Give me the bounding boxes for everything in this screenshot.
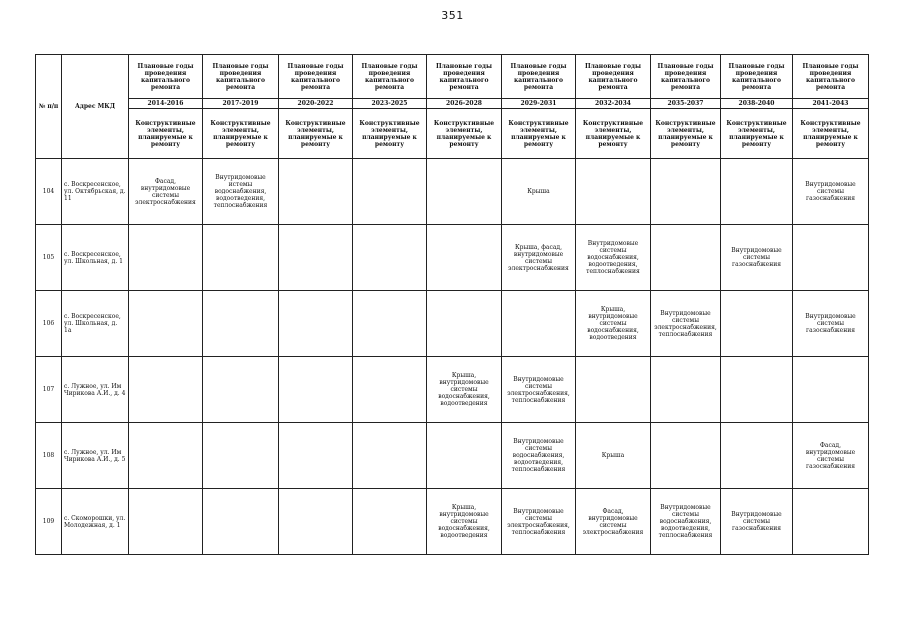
header-year: 2029-2031 xyxy=(502,99,576,109)
table-cell xyxy=(129,423,203,489)
table-cell xyxy=(721,159,793,225)
table-cell: Фасад, внутридомовые системы газоснабжения xyxy=(793,423,869,489)
table-cell xyxy=(203,291,279,357)
header-year: 2032-2034 xyxy=(576,99,651,109)
row-address: с. Скоморошки, ул. Молодежная, д. 1 xyxy=(62,489,129,555)
table-cell: Крыша xyxy=(576,423,651,489)
header-elements: Конструктивные элементы, планируемые к ремонту xyxy=(721,109,793,159)
header-row-titles xyxy=(36,55,869,99)
header-elements: Конструктивные элементы, планируемые к ремонту xyxy=(651,109,721,159)
header-period-title: Плановые годы проведения капитального ремонта xyxy=(793,55,869,99)
row-address: с. Лужное, ул. Им Чирикова А.И., д. 5 xyxy=(62,423,129,489)
table-cell: Внутридомовые системы водоснабжения, водоотведения, теплоснабжения xyxy=(651,489,721,555)
row-address: с. Воскресенское, ул. Октябрьская, д. 11 xyxy=(62,159,129,225)
table-cell xyxy=(129,291,203,357)
table-cell xyxy=(129,489,203,555)
header-num: № п/п xyxy=(36,55,62,159)
row-num: 106 xyxy=(36,291,62,357)
table-cell xyxy=(279,159,353,225)
table-cell xyxy=(427,291,502,357)
header-elements: Конструктивные элементы, планируемые к ремонту xyxy=(502,109,576,159)
row-address: с. Лужное, ул. Им Чирикова А.И., д. 4 xyxy=(62,357,129,423)
table-cell xyxy=(353,423,427,489)
table-cell xyxy=(203,357,279,423)
header-elements: Конструктивные элементы, планируемые к ремонту xyxy=(129,109,203,159)
header-year: 2014-2016 xyxy=(129,99,203,109)
header-period-title: Плановые годы проведения капитального ремонта xyxy=(721,55,793,99)
header-period-title: Плановые годы проведения капитального ремонта xyxy=(279,55,353,99)
table-cell: Внутридомовые системы водоснабжения, водоотведения, теплоснабжения xyxy=(502,423,576,489)
header-year: 2035-2037 xyxy=(651,99,721,109)
header-elements: Конструктивные элементы, планируемые к ремонту xyxy=(793,109,869,159)
header-elements: Конструктивные элементы, планируемые к ремонту xyxy=(576,109,651,159)
table-cell xyxy=(353,357,427,423)
table-cell xyxy=(651,225,721,291)
table-cell: Крыша, фасад, внутридомовые системы электроснабжения xyxy=(502,225,576,291)
table-cell: Внутридомовые системы газоснабжения xyxy=(721,489,793,555)
header-period-title: Плановые годы проведения капитального ремонта xyxy=(203,55,279,99)
row-num: 105 xyxy=(36,225,62,291)
table-cell xyxy=(721,291,793,357)
table-cell xyxy=(576,357,651,423)
table-cell: Крыша, внутридомовые системы водоснабжения, водоотведения xyxy=(427,357,502,423)
table-cell xyxy=(427,225,502,291)
header-year: 2026-2028 xyxy=(427,99,502,109)
header-year: 2023-2025 xyxy=(353,99,427,109)
table-cell xyxy=(427,159,502,225)
table-cell: Крыша, внутридомовые системы водоснабжения, водоотведения xyxy=(576,291,651,357)
header-year: 2038-2040 xyxy=(721,99,793,109)
header-period-title: Плановые годы проведения капитального ремонта xyxy=(129,55,203,99)
header-row-years xyxy=(36,99,869,109)
header-row-elements xyxy=(36,109,869,159)
table-row xyxy=(36,423,869,489)
table-cell: Внутридомовые системы газоснабжения xyxy=(793,159,869,225)
table-cell: Фасад, внутридомовые системы электроснабжения xyxy=(129,159,203,225)
table-row xyxy=(36,291,869,357)
capital-repair-table xyxy=(35,54,869,555)
table-cell xyxy=(576,159,651,225)
table-cell: Внутридомовые системы водоснабжения, водоотведения, теплоснабжения xyxy=(576,225,651,291)
table-cell xyxy=(651,357,721,423)
table-cell: Внутридомовые системы газоснабжения xyxy=(721,225,793,291)
header-address: Адрес МКД xyxy=(62,55,129,159)
header-period-title: Плановые годы проведения капитального ремонта xyxy=(353,55,427,99)
table-cell xyxy=(279,291,353,357)
table-cell xyxy=(353,225,427,291)
row-num: 107 xyxy=(36,357,62,423)
row-address: с. Воскресенское, ул. Школьная, д. 1 xyxy=(62,225,129,291)
table-cell xyxy=(129,225,203,291)
table-row xyxy=(36,357,869,423)
table-cell xyxy=(721,423,793,489)
table-cell xyxy=(353,159,427,225)
table-cell xyxy=(721,357,793,423)
table-cell xyxy=(203,423,279,489)
table-cell: Внутридомовые истемы водоснабжения, водоотведения, теплоснабжения xyxy=(203,159,279,225)
table-cell xyxy=(279,489,353,555)
table-cell xyxy=(353,489,427,555)
table-row xyxy=(36,489,869,555)
table-row xyxy=(36,225,869,291)
header-period-title: Плановые годы проведения капитального ремонта xyxy=(651,55,721,99)
table-cell xyxy=(427,423,502,489)
header-year: 2020-2022 xyxy=(279,99,353,109)
header-year: 2041-2043 xyxy=(793,99,869,109)
table-cell xyxy=(203,489,279,555)
header-period-title: Плановые годы проведения капитального ремонта xyxy=(576,55,651,99)
table-cell xyxy=(793,489,869,555)
header-elements: Конструктивные элементы, планируемые к ремонту xyxy=(203,109,279,159)
table-cell xyxy=(353,291,427,357)
table-row xyxy=(36,159,869,225)
table-cell: Внутридомовые системы электроснабжения, теплоснабжения xyxy=(651,291,721,357)
row-num: 109 xyxy=(36,489,62,555)
header-period-title: Плановые годы проведения капитального ремонта xyxy=(427,55,502,99)
table-cell xyxy=(203,225,279,291)
table-cell: Внутридомовые системы электроснабжения, теплоснабжения xyxy=(502,489,576,555)
table-cell: Крыша, внутридомовые системы водоснабжения, водоотведения xyxy=(427,489,502,555)
table-cell xyxy=(651,159,721,225)
header-elements: Конструктивные элементы, планируемые к ремонту xyxy=(427,109,502,159)
header-elements: Конструктивные элементы, планируемые к ремонту xyxy=(353,109,427,159)
table-cell xyxy=(502,291,576,357)
header-year: 2017-2019 xyxy=(203,99,279,109)
table-cell xyxy=(651,423,721,489)
page-number: 351 xyxy=(441,9,464,22)
header-period-title: Плановые годы проведения капитального ремонта xyxy=(502,55,576,99)
table-cell xyxy=(279,225,353,291)
table-cell: Крыша xyxy=(502,159,576,225)
table-cell xyxy=(129,357,203,423)
table-cell xyxy=(279,423,353,489)
row-num: 108 xyxy=(36,423,62,489)
table-cell xyxy=(793,357,869,423)
header-elements: Конструктивные элементы, планируемые к ремонту xyxy=(279,109,353,159)
table-cell: Внутридомовые системы газоснабжения xyxy=(793,291,869,357)
table-cell xyxy=(279,357,353,423)
table-cell: Внутридомовые системы электроснабжения, теплоснабжения xyxy=(502,357,576,423)
row-address: с. Воскресенское, ул. Школьная, д. 1а xyxy=(62,291,129,357)
table-cell xyxy=(793,225,869,291)
table-cell: Фасад, внутридомовые системы электроснабжения xyxy=(576,489,651,555)
row-num: 104 xyxy=(36,159,62,225)
